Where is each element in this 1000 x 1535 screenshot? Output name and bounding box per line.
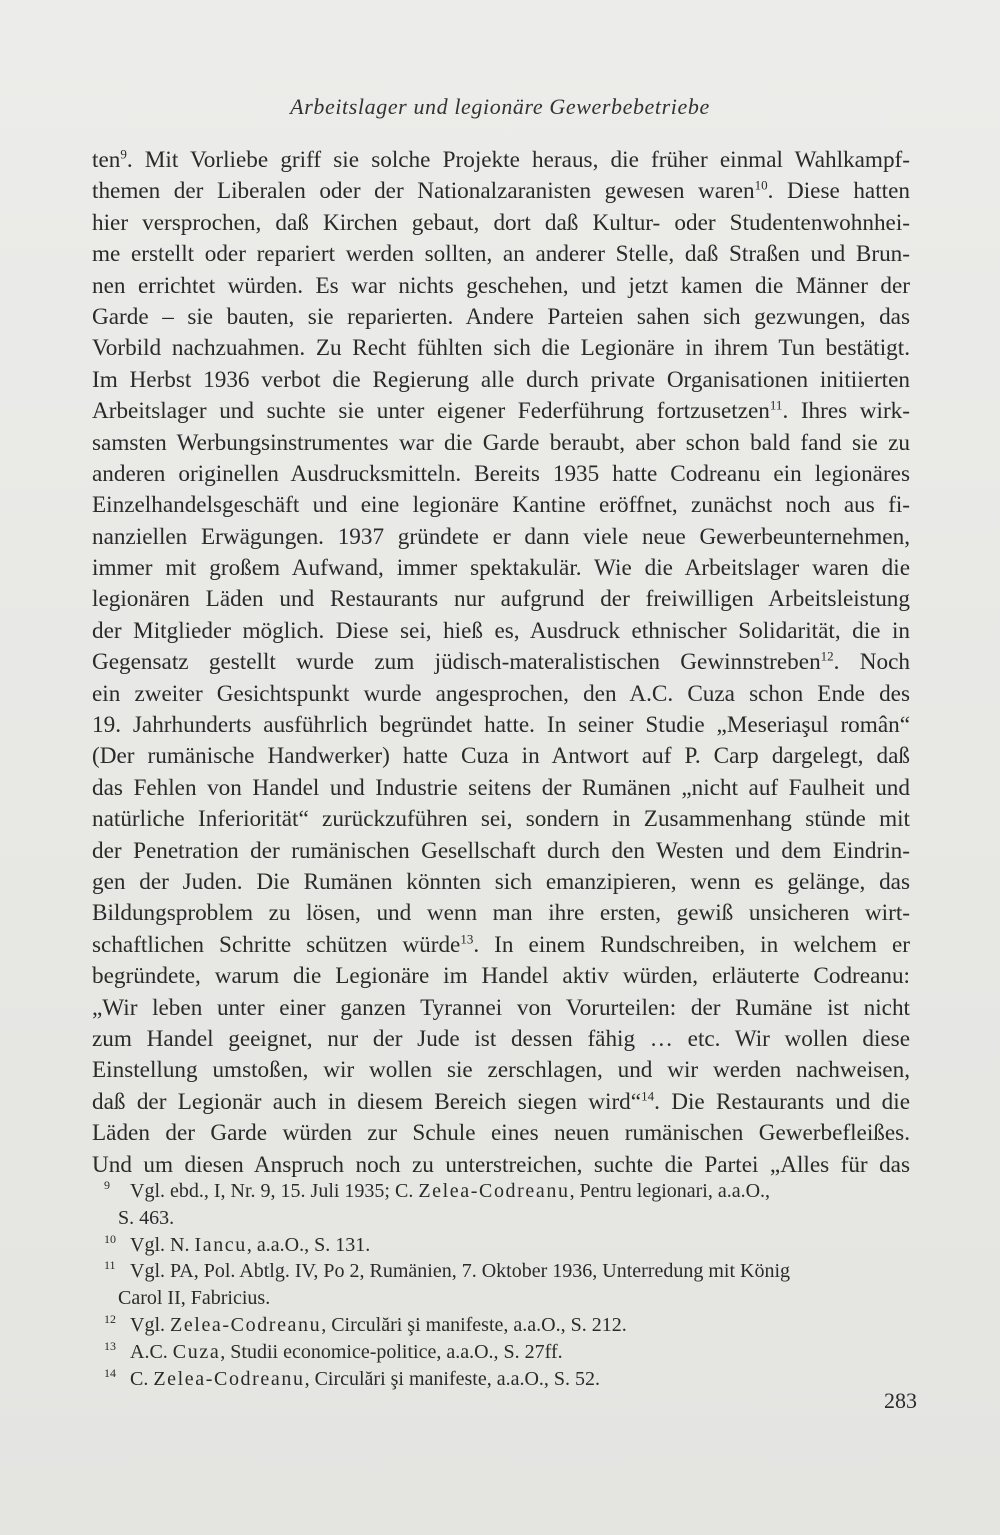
body-line — [92, 239, 910, 270]
footnote-text: A.C. — [130, 1340, 173, 1363]
body-line — [92, 522, 910, 553]
footnote-author: Zelea-Codreanu — [153, 1367, 305, 1390]
body-line — [92, 176, 910, 207]
body-line — [92, 208, 910, 239]
body-line-text: ten — [92, 147, 121, 173]
body-line — [92, 396, 910, 427]
footnote-text-rest: , Pentru legionari, a.a.O., — [569, 1180, 771, 1202]
body-line — [92, 993, 910, 1024]
body-line — [92, 459, 910, 490]
footnote — [104, 1178, 914, 1232]
body-line-text: themen der Liberalen oder der Nationalzaranisten gewesen waren — [92, 178, 755, 205]
footnote-reference: 11 — [769, 397, 783, 413]
footnote — [104, 1366, 914, 1393]
body-line — [92, 647, 910, 678]
body-line-text: nen errichtet würden. Es war nichts geschehen, und jetzt kamen die Männer der — [92, 272, 910, 299]
body-line — [92, 616, 910, 647]
body-line — [92, 302, 910, 333]
body-line-text: immer mit großem Aufwand, immer spektakulär. Wie die Arbeitslager waren die — [92, 555, 910, 582]
body-line — [92, 1150, 910, 1181]
body-line-text: das Fehlen von Handel und Industrie seitens der Rumänen „nicht auf Faulheit und — [92, 774, 910, 801]
body-line — [92, 333, 910, 364]
body-line — [92, 584, 910, 615]
body-line-text: Einzelhandelsgeschäft und eine legionäre Kantine eröffnet, zunächst noch aus fi- — [92, 492, 910, 519]
footnote-author: Zelea-Codreanu — [418, 1180, 570, 1202]
body-line — [92, 1024, 910, 1055]
footnote-text: Vgl. ebd., I, Nr. 9, 15. Juli 1935; C. — [130, 1180, 419, 1202]
footnote-number: 9 — [104, 1178, 110, 1192]
body-line — [92, 145, 910, 176]
body-line — [92, 898, 910, 929]
body-line — [92, 867, 910, 898]
body-line-text: Garde – sie bauten, sie reparierten. Andere Parteien sahen sich gezwungen, das — [92, 303, 910, 330]
body-line — [92, 836, 910, 867]
footnote-continuation: Carol II, Fabricius. — [118, 1287, 271, 1310]
footnote-number: 11 — [104, 1258, 116, 1273]
body-line-text: anderen originellen Ausdrucksmitteln. Bereits 1935 hatte Codreanu ein legionäres — [92, 460, 910, 487]
body-line — [92, 741, 910, 772]
footnote-text-rest: , Studii economice-politice, a.a.O., S. 27ff. — [220, 1340, 563, 1363]
body-line-text: Arbeitslager und suchte sie unter eigener Federführung fortzusetzen — [92, 398, 770, 425]
body-line — [92, 930, 910, 961]
body-line-text: ein zweiter Gesichtspunkt wurde angesprochen, den A.C. Cuza schon Ende des — [92, 680, 910, 707]
footnote-reference: 13 — [460, 931, 474, 947]
body-line-text: Einstellung umstoßen, wir wollen sie zerschlagen, und wir werden nachweisen, — [92, 1057, 910, 1084]
footnote-author: Cuza — [172, 1340, 221, 1363]
footnotes — [104, 1178, 914, 1392]
body-line — [92, 773, 910, 804]
footnote — [104, 1232, 914, 1259]
body-line-text: der Mitglieder möglich. Diese sei, hieß es, Ausdruck ethnischer Solidarität, die in — [92, 617, 910, 644]
footnote-number: 14 — [104, 1365, 116, 1380]
body-line-text: daß der Legionär auch in diesem Bereich siegen wird“ — [92, 1088, 642, 1115]
body-line-text: natürliche Inferiorität“ zurückzuführen sei, sondern in Zusammenhang stünde mit — [92, 806, 910, 833]
footnote-continuation: S. 463. — [118, 1206, 175, 1229]
body-line-text-rest: . Diese hatten — [767, 178, 910, 205]
body-line-text: begründete, warum die Legionäre im Handel aktiv würden, erläuterte Codreanu: — [92, 963, 910, 990]
body-line-text-rest: . Noch — [833, 649, 910, 676]
body-line-text: Gegensatz gestellt wurde zum jüdisch-materalistischen Gewinnstreben — [92, 649, 821, 676]
footnote — [104, 1312, 914, 1339]
body-line — [92, 1087, 910, 1118]
footnote-text-rest: , Circulări şi manifeste, a.a.O., S. 52. — [304, 1367, 601, 1390]
footnote-text: Vgl. — [130, 1313, 170, 1336]
body-line — [92, 804, 910, 835]
running-head: Arbeitslager und legionäre Gewerbebetriebe — [290, 94, 710, 119]
footnote-author: Iancu — [194, 1233, 247, 1256]
body-line-text: 19. Jahrhunderts ausführlich begründet hatte. In seiner Studie „Meseriaşul român“ — [92, 712, 910, 739]
footnote-text: Vgl. PA, Pol. Abtlg. IV, Po 2, Rumänien, 7. Oktober 1936, Unterredung mit König — [130, 1260, 790, 1283]
body-line — [92, 1055, 910, 1086]
body-line-text: zum Handel geeignet, nur der Jude ist dessen fähig … etc. Wir wollen diese — [92, 1025, 910, 1052]
body-line-text: der Penetration der rumänischen Gesellschaft durch den Westen und dem Eindrin- — [92, 837, 910, 864]
body-line-text-rest: . In einem Rundschreiben, in welchem er — [473, 931, 910, 958]
body-line-text-rest: . Die Restaurants und die — [654, 1088, 910, 1115]
body-line-text: Vorbild nachzuahmen. Zu Recht fühlten sich die Legionäre in ihrem Tun bestätigt. — [92, 335, 910, 362]
body-line-text: Läden der Garde würden zur Schule eines neuen rumänischen Gewerbefleißes. — [92, 1120, 910, 1147]
body-line-text: Und um diesen Anspruch noch zu unterstreichen, suchte die Partei „Alles für das — [92, 1151, 910, 1178]
body-line — [92, 553, 910, 584]
body-line-text: me erstellt oder repariert werden sollten, an anderer Stelle, daß Straßen und Brun- — [92, 241, 910, 268]
page-number: 283 — [884, 1388, 917, 1413]
footnote — [104, 1258, 914, 1312]
footnote-number: 13 — [104, 1338, 116, 1353]
footnote-number: 12 — [104, 1311, 116, 1326]
body-line — [92, 490, 910, 521]
body-line-text: gen der Juden. Die Rumänen könnten sich emanzipieren, wenn es gelänge, das — [92, 868, 910, 895]
footnote-number: 10 — [104, 1231, 116, 1246]
body-line — [92, 961, 910, 992]
body-line-text: Im Herbst 1936 verbot die Regierung alle durch private Organisationen initiierten — [92, 366, 910, 393]
body-line-text: schaftlichen Schritte schützen würde — [92, 931, 461, 958]
footnote — [104, 1339, 914, 1366]
body-line — [92, 1118, 910, 1149]
body-line — [92, 271, 910, 302]
body-line — [92, 679, 910, 710]
footnote-text: C. — [130, 1367, 154, 1390]
body-line-text: hier versprochen, daß Kirchen gebaut, dort daß Kultur- oder Studentenwohnhei- — [92, 209, 910, 236]
footnote-reference: 12 — [820, 648, 834, 664]
body-line-text-rest: . Ihres wirk- — [782, 398, 910, 425]
footnote-reference: 9 — [120, 146, 127, 162]
body-line-text: legionären Läden und Restaurants nur aufgrund der freiwilligen Arbeitsleistung — [92, 586, 910, 613]
body-line — [92, 428, 910, 459]
body-line-text: „Wir leben unter einer ganzen Tyrannei von Vorurteilen: der Rumäne ist nicht — [92, 994, 910, 1021]
footnote-reference: 10 — [754, 177, 768, 193]
body-line-text: (Der rumänische Handwerker) hatte Cuza in Antwort auf P. Carp dargelegt, daß — [92, 743, 910, 770]
body-text — [92, 145, 910, 1181]
body-line-text: Bildungsproblem zu lösen, und wenn man ihre ersten, gewiß unsicheren wirt- — [92, 900, 910, 927]
body-line — [92, 365, 910, 396]
body-line-text: samsten Werbungsinstrumentes war die Garde beraubt, aber schon bald fand sie zu — [92, 429, 910, 456]
footnote-author: Zelea-Codreanu — [170, 1313, 322, 1336]
body-line-text-rest: . Mit Vorliebe griff sie solche Projekte heraus, die früher einmal Wahlkampf- — [126, 147, 910, 173]
footnote-reference: 14 — [641, 1087, 655, 1103]
footnote-text: Vgl. N. — [130, 1233, 195, 1256]
footnote-text-rest: , a.a.O., S. 131. — [246, 1233, 371, 1256]
body-line-text: nanziellen Erwägungen. 1937 gründete er dann viele neue Gewerbeunternehmen, — [92, 523, 910, 550]
footnote-text-rest: , Circulări şi manifeste, a.a.O., S. 212. — [321, 1313, 627, 1336]
body-line — [92, 710, 910, 741]
